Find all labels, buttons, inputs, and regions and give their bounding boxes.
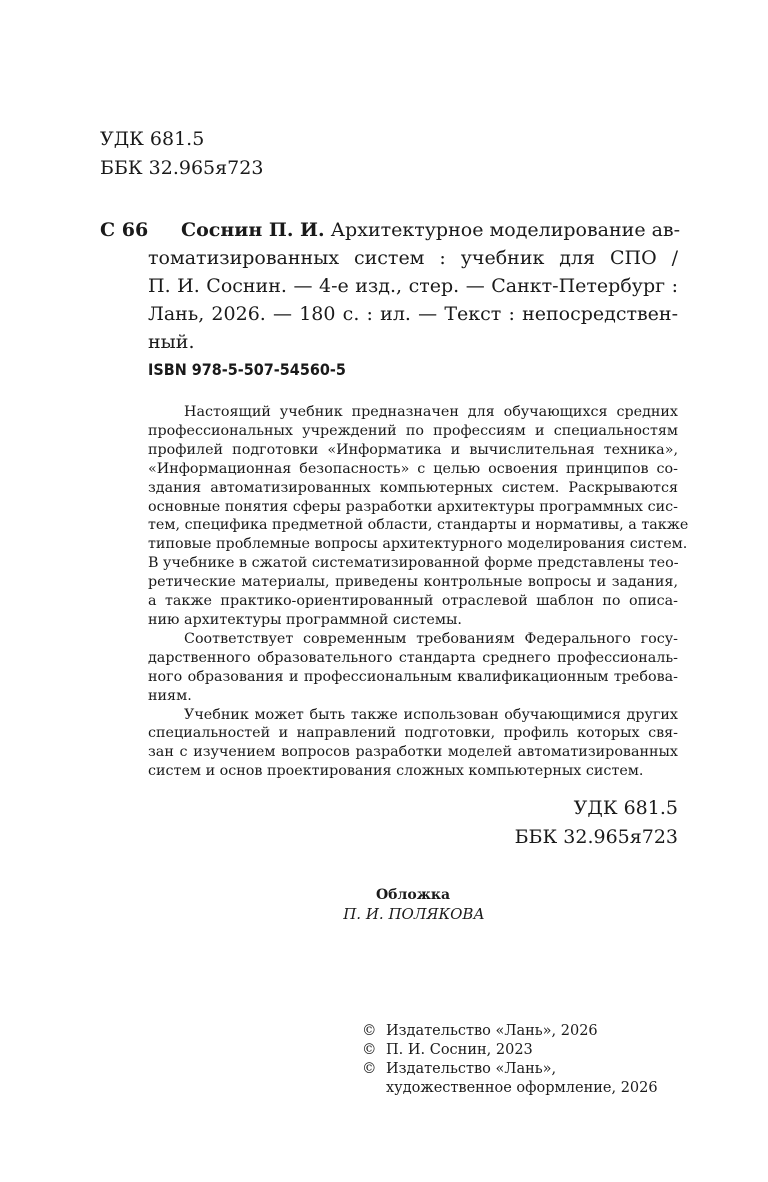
annotation-line: типовые проблемные вопросы архитектурного моделирования систем. [148, 536, 688, 553]
copyright-line [362, 1041, 658, 1060]
copyright-line [362, 1022, 658, 1041]
copyright-text: Издательство «Лань», [386, 1061, 557, 1077]
copyright-text: художественное оформление, 2026 [386, 1080, 658, 1096]
annotation-line: дарственного образовательного стандарта среднего профессиональ- [148, 649, 678, 666]
cover-label [0, 886, 768, 905]
annotation-line: Соответствует современным требованиям Федерального госу- [184, 630, 678, 647]
bibliographic-line [181, 216, 681, 244]
bbk-code-right: ББК 32.965я723 [514, 826, 678, 848]
copyright-text: Издательство «Лань», 2026 [386, 1023, 598, 1039]
annotation [148, 403, 689, 781]
cover-artist [0, 904, 768, 924]
annotation-line: зан с изучением вопросов разработки моделей автоматизированных [148, 744, 678, 761]
bibliographic-line: ный. [148, 331, 195, 353]
annotation-line: ного образования и профессиональным квалификационным требова- [148, 668, 678, 685]
copyright-line [362, 1079, 658, 1098]
cover-label-text: Обложка [375, 887, 451, 903]
bibliographic-author: Соснин П. И. [181, 219, 325, 241]
annotation-line: Настоящий учебник предназначен для обучающихся средних [184, 404, 678, 420]
annotation-line: ниям. [148, 687, 192, 704]
bibliographic-record [148, 216, 681, 356]
copyright-icon [362, 1079, 386, 1098]
annotation-line: тем, специфика предметной области, стандарты и нормативы, а также [148, 517, 689, 534]
bibliographic-line: Лань, 2026. — 180 с. : ил. — Текст : непосредствен- [148, 303, 678, 325]
annotation-line: нию архитектуры программной системы. [148, 611, 462, 628]
cover-artist-name: П. И. ПОЛЯКОВА [343, 905, 485, 923]
udk-code-right: УДК 681.5 [573, 797, 678, 819]
annotation-line: специальностей и направлений подготовки, профиль которых свя- [148, 725, 678, 742]
annotation-line: ретические материалы, приведены контрольные вопросы и задания, [148, 574, 678, 591]
annotation-line: «Информационная безопасность» с целью освоения принципов со- [148, 460, 678, 477]
annotation-line: систем и основ проектирования сложных компьютерных систем. [148, 763, 644, 780]
bibliographic-title: Архитектурное моделирование ав- [330, 219, 681, 241]
copyright-text: П. И. Соснин, 2023 [386, 1042, 533, 1058]
copyright-block [362, 1022, 658, 1098]
annotation-line: а также практико-ориентированный отраслевой шаблон по описа- [148, 593, 678, 610]
isbn: ISBN 978-5-507-54560-5 [148, 360, 346, 379]
annotation-line: профилей подготовки «Информатика и вычислительная техника», [148, 441, 678, 458]
annotation-line: основные понятия сферы разработки архитектуры программных сис- [148, 498, 678, 515]
bibliographic-line: томатизированных систем : учебник для СПО / [148, 247, 678, 269]
copyright-icon: © [362, 1042, 377, 1058]
author-sign: С 66 [100, 219, 149, 241]
udk-code: УДК 681.5 [100, 128, 205, 150]
copyright-icon: © [362, 1061, 377, 1077]
bibliographic-line: П. И. Соснин. — 4-е изд., стер. — Санкт-Петербург : [148, 275, 678, 297]
copyright-icon: © [362, 1023, 377, 1039]
annotation-line: Учебник может быть также использован обучающимися других [184, 706, 678, 723]
annotation-line: В учебнике в сжатой систематизированной форме представлены теo- [148, 555, 679, 572]
annotation-line: профессиональных учреждений по профессиям и специальностям [148, 422, 678, 439]
annotation-line: здания автоматизированных компьютерных систем. Раскрываются [148, 479, 678, 496]
copyright-line [362, 1060, 658, 1079]
bbk-code: ББК 32.965я723 [100, 157, 264, 179]
